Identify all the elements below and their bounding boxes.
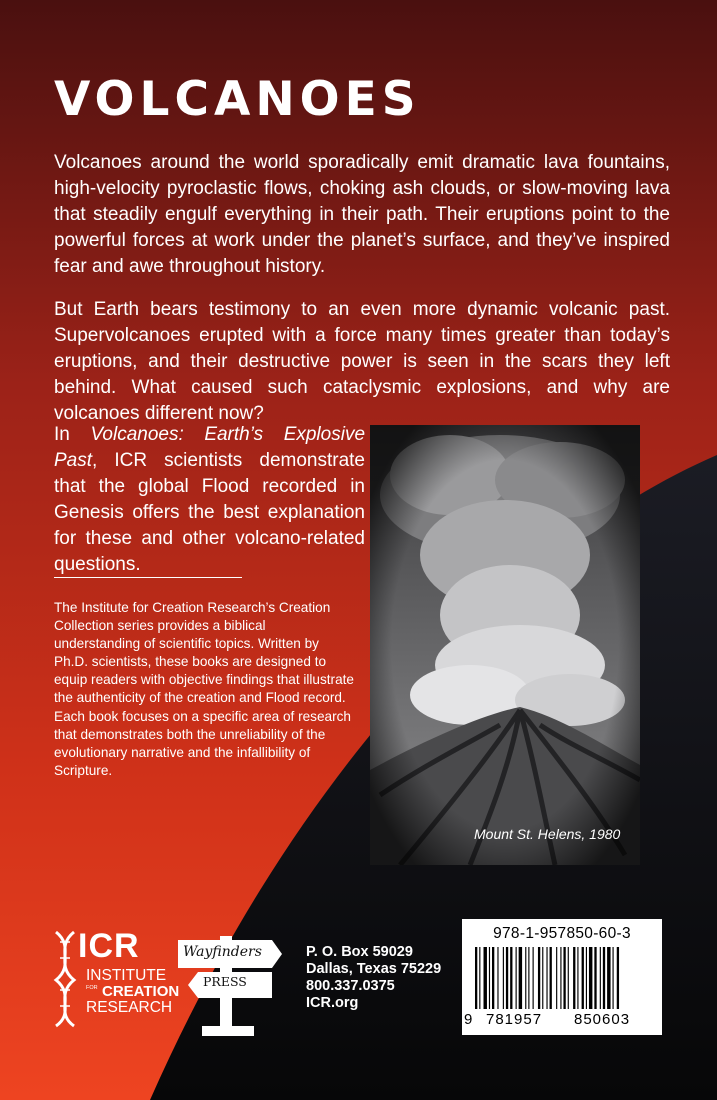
barcode-bar [546, 947, 547, 1009]
barcode-bar [516, 947, 517, 1009]
photo-caption: Mount St. Helens, 1980 [474, 826, 621, 842]
barcode-bars [473, 947, 653, 1013]
barcode-bar [577, 947, 578, 1009]
icr-line-creation: CREATION [102, 983, 180, 1000]
icr-acronym: ICR [78, 927, 140, 965]
intro-book-title: Volcanoes: Earth’s Explosive Past [54, 424, 366, 471]
barcode-bar [533, 947, 534, 1009]
icr-line-for: FOR [86, 985, 98, 991]
barcode-bar [556, 947, 557, 1009]
barcode-bar [479, 947, 480, 1009]
barcode-bar [617, 947, 619, 1009]
imprint-wayfinders: Wayfinders [183, 944, 262, 960]
isbn-number: 978-1-957850-60-3 [493, 925, 631, 942]
barcode-bar [613, 947, 614, 1009]
icr-line-research: RESEARCH [86, 999, 173, 1016]
barcode-bar [563, 947, 565, 1009]
barcode-bar [475, 947, 477, 1009]
barcode-bar [600, 947, 601, 1009]
volcano-eruption-photo [370, 425, 640, 865]
intro-prefix: In [54, 424, 91, 445]
barcode-bar [582, 947, 584, 1009]
barcode-bar [538, 947, 540, 1009]
barcode-bar [503, 947, 504, 1009]
barcode-bar [586, 947, 587, 1009]
isbn-barcode-box [462, 919, 662, 1035]
book-title: VOLCANOES [54, 72, 421, 127]
barcode-bar [525, 947, 526, 1009]
barcode-bar [510, 947, 512, 1009]
barcode-bar [560, 947, 561, 1009]
series-blurb: The Institute for Creation Research’s Creation Collection series provides a biblical understanding of scientific topics. Written by Ph.D. scientists, these books are designed to equip readers with objective findings that illustrate the authenticity of the creation and Flood record. Each book focuses on a specific area of research that demonstrates both the unreliability of the evolutionary narrative and the infallibility of Scripture. [54, 600, 354, 778]
website: ICR.org [306, 995, 359, 1011]
description-paragraph-1: Volcanoes around the world sporadically emit dramatic lava fountains, high-velocity pyroclastic flows, choking ash clouds, or slow-moving lava that steadily engulf everything in their path. Their eruptions point to the powerful forces at work under the planet’s surface, and they’ve inspired fear and awe throughout history. [54, 152, 670, 277]
description-paragraph-2: But Earth bears testimony to an even more dynamic volcanic past. Supervolcanoes erupted with a force many times greater than today’s eruptions, and their destructive power is seen in the scars they left behind. What caused such cataclysmic explosions, and why are volcanoes different now? [54, 299, 670, 424]
intro-suffix: , ICR scientists demonstrate that the global Flood recorded in Genesis offers the best explanation for these and other volcano-related questions. [54, 450, 365, 575]
barcode-bar [542, 947, 543, 1009]
barcode-bar [506, 947, 508, 1009]
barcode-bar [573, 947, 575, 1009]
dna-helix-icon [50, 928, 80, 1028]
barcode-bar [484, 947, 487, 1009]
icr-line-institute: INSTITUTE [86, 967, 167, 984]
address-line-1: P. O. Box 59029 [306, 944, 413, 960]
imprint-press: PRESS [203, 974, 247, 989]
barcode-bar [492, 947, 494, 1009]
divider-rule [54, 577, 242, 578]
barcode-bar [568, 947, 569, 1009]
barcode-lead-digit: 9 [464, 1011, 474, 1028]
publisher-address [306, 944, 441, 1012]
barcode-bar [603, 947, 605, 1009]
barcode-left-group: 781957 [486, 1011, 543, 1028]
barcode-bar [550, 947, 552, 1009]
barcode-bar [528, 947, 529, 1009]
barcode-bar [497, 947, 498, 1009]
barcode-bar [594, 947, 596, 1009]
barcode-right-group: 850603 [574, 1011, 631, 1028]
barcode-bar [519, 947, 522, 1009]
barcode-bar [589, 947, 592, 1009]
icr-logo [50, 927, 180, 1028]
barcode-bar [607, 947, 610, 1009]
book-intro [54, 422, 365, 578]
phone-number: 800.337.0375 [306, 978, 395, 994]
address-line-2: Dallas, Texas 75229 [306, 961, 442, 977]
barcode-bar [489, 947, 490, 1009]
